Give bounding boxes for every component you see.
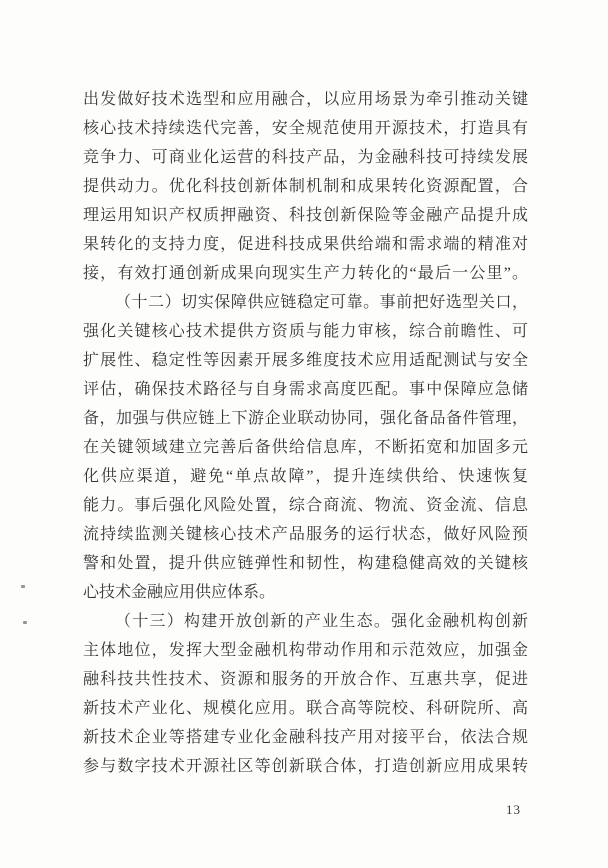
text-line: 流持续监测关键核心技术产品服务的运行状态，做好风险预 — [83, 526, 528, 543]
text-line: 能力。事后强化风险处置，综合商流、物流、资金流、信息 — [83, 497, 528, 514]
text-block — [83, 85, 528, 781]
text-line: 竞争力、可商业化运营的科技产品，为金融科技可持续发展 — [83, 149, 528, 166]
text-line: 强化关键核心技术提供方资质与能力审核，综合前瞻性、可 — [83, 323, 528, 340]
text-line: 接，有效打通创新成果向现实生产力转化的“最后一公里”。 — [83, 265, 528, 282]
text-line: 出发做好技术选型和应用融合，以应用场景为牵引推动关键 — [83, 91, 528, 108]
scan-speck — [23, 621, 27, 624]
text-line: 备，加强与供应链上下游企业联动协同，强化备品备件管理， — [83, 410, 528, 427]
text-line: 主体地位，发挥大型金融机构带动作用和示范效应，加强金 — [83, 642, 528, 659]
text-line: 果转化的支持力度，促进科技成果供给端和需求端的精准对 — [83, 236, 528, 253]
text-line: 提供动力。优化科技创新体制机制和成果转化资源配置，合 — [83, 178, 528, 195]
text-line: 扩展性、稳定性等因素开展多维度技术应用适配测试与安全 — [83, 352, 528, 369]
text-line: 新技术企业等搭建专业化金融科技产用对接平台，依法合规 — [83, 729, 528, 746]
text-line: 核心技术持续迭代完善，安全规范使用开源技术，打造具有 — [83, 120, 528, 137]
text-line: 评估，确保技术路径与自身需求高度匹配。事中保障应急储 — [83, 381, 528, 398]
text-line: 融科技共性技术、资源和服务的开放合作、互惠共享，促进 — [83, 671, 528, 688]
text-line: 在关键领域建立完善后备供给信息库，不断拓宽和加固多元 — [83, 439, 528, 456]
text-line: 理运用知识产权质押融资、科技创新保险等金融产品提升成 — [83, 207, 528, 224]
text-line: 警和处置，提升供应链弹性和韧性，构建稳健高效的关键核 — [83, 555, 528, 572]
text-line: 心技术金融应用供应体系。 — [83, 584, 276, 601]
text-line: 参与数字技术开源社区等创新联合体，打造创新应用成果转 — [83, 758, 528, 775]
scan-speck — [21, 585, 25, 588]
text-line: 新技术产业化、规模化应用。联合高等院校、科研院所、高 — [83, 700, 528, 717]
text-line: （十三）构建开放创新的产业生态。强化金融机构创新 — [115, 613, 528, 630]
page-number: 13 — [506, 802, 521, 817]
text-line: （十二）切实保障供应链稳定可靠。事前把好选型关口， — [115, 294, 528, 311]
text-line: 化供应渠道，避免“单点故障”，提升连续供给、快速恢复 — [83, 468, 528, 485]
